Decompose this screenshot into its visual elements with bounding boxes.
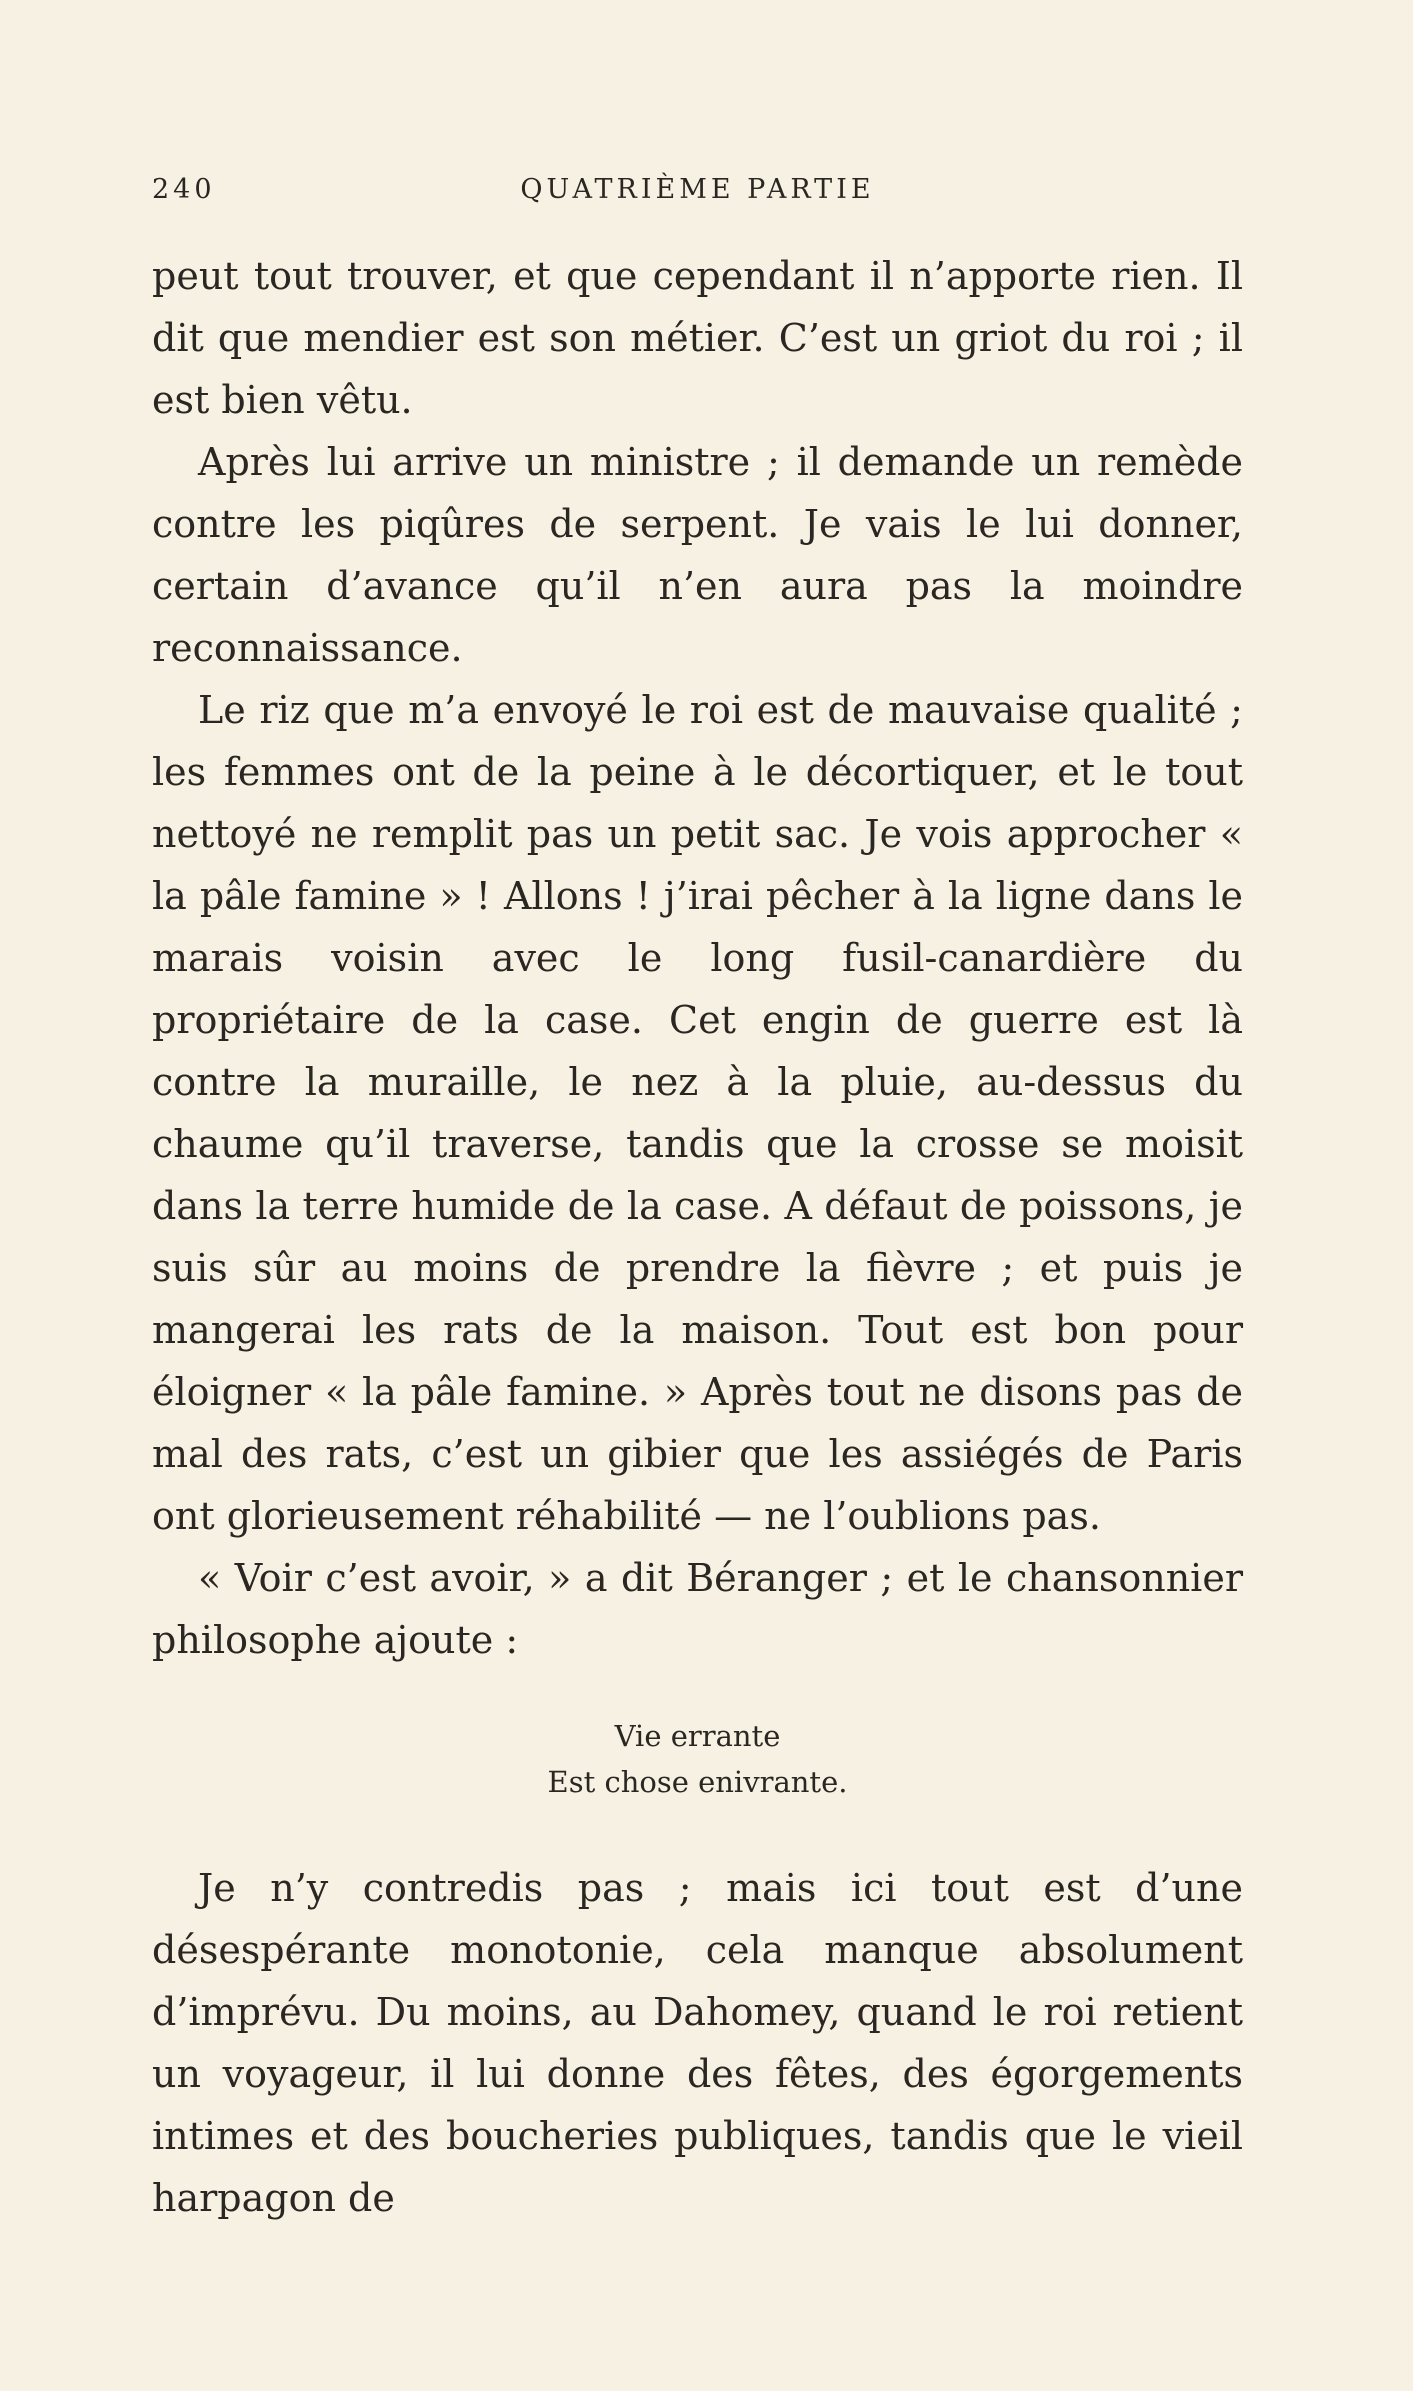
page-number: 240 [152,174,216,205]
paragraph-monotony: Je n’y contredis pas ; mais ici tout est d’une désespérante monotonie, cela manque absolument d’imprévu. Du moins, au Dahomey, quand le roi retient un voyageur, il lui donne des fêtes, des égorgements intimes et des boucheries publiques, tandis que le vieil harpagon de [152,1866,1243,2220]
verse-quote [152,1713,1243,1805]
paragraph-continued: peut tout trouver, et que cependant il n’apporte rien. Il dit que mendier est son métier. C’est un griot du roi ; il est bien vêtu. [152,254,1243,422]
verse-line-2: Est chose enivrante. [547,1765,848,1799]
paragraph-minister: Après lui arrive un ministre ; il demande un remède contre les piqûres de serpent. Je vais le lui donner, certain d’avance qu’il n’en aura pas la moindre reconnaissance. [152,440,1243,670]
paragraph-rice: Le riz que m’a envoyé le roi est de mauvaise qualité ; les femmes ont de la peine à le décortiquer, et le tout nettoyé ne remplit pas un petit sac. Je vois approcher « la pâle famine » ! Allons ! j’irai pêcher à la ligne dans le marais voisin avec le long fusil-canardière du propriétaire de la case. Cet engin de guerre est là contre la muraille, le nez à la pluie, au-dessus du chaume qu’il traverse, tandis que la crosse se moisit dans la terre humide de la case. A défaut de poissons, je suis sûr au moins de prendre la fièvre ; et puis je mangerai les rats de la maison. Tout est bon pour éloigner « la pâle famine. » Après tout ne disons pas de mal des rats, c’est un gibier que les assiégés de Paris ont glorieusement réhabilité — ne l’oublions pas. [152,688,1243,1538]
paragraph-beranger: « Voir c’est avoir, » a dit Béranger ; et le chansonnier philosophe ajoute : [152,1556,1243,1662]
verse-line-1: Vie errante [614,1719,781,1753]
body-text [152,245,1243,2229]
page-header [152,174,1243,220]
running-head: QUATRIÈME PARTIE [520,174,875,205]
